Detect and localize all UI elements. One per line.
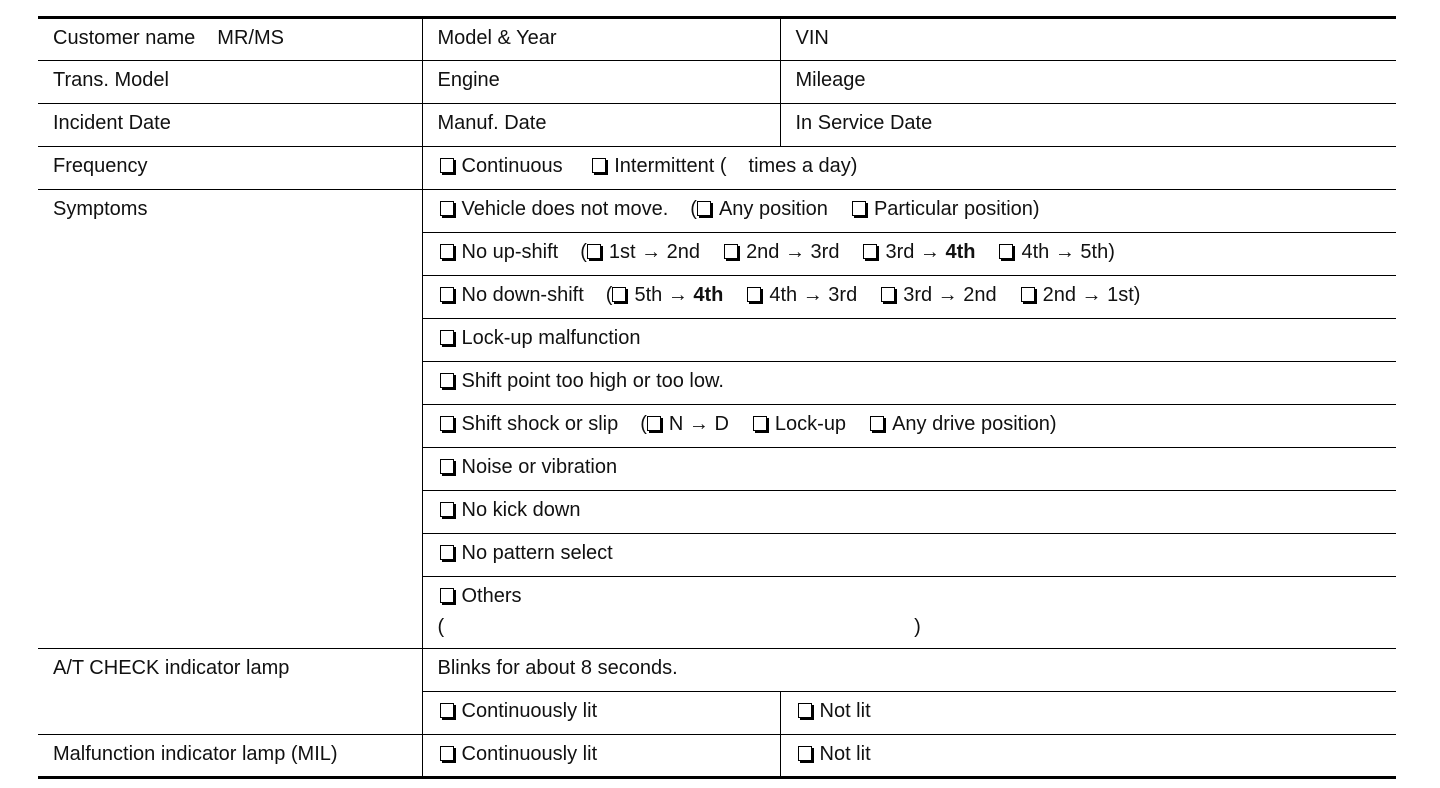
downshift-2-1-checkbox[interactable] [1021,287,1035,302]
table-row [38,649,1396,692]
manuf-date-cell[interactable] [422,104,780,147]
engine-label: Engine [437,69,500,91]
others-checkbox[interactable] [440,588,454,603]
vin-cell[interactable] [780,18,1396,61]
symptom-noise [422,448,1396,491]
noise-checkbox[interactable] [440,459,454,474]
paren-open: ( [640,413,647,435]
symptom-shift-shock [422,405,1396,448]
at-check-not-lit [780,692,1396,735]
no-upshift-checkbox[interactable] [440,244,454,259]
title-prefix-label: MR/MS [217,27,284,49]
symptom-kickdown [422,491,1396,534]
others-input-line[interactable] [438,616,1397,639]
upshift-4-5-checkbox[interactable] [999,244,1013,259]
upshift-1-2-checkbox[interactable] [587,244,601,259]
no-downshift-label: No down-shift [461,284,584,306]
mil-not-lit [780,735,1396,778]
shift-shock-label: Shift shock or slip [461,413,619,435]
upshift-3-4-label: 3rd → [885,241,946,263]
kickdown-label: No kick down [461,499,581,521]
symptom-no-upshift [422,233,1396,276]
mil-not-lit-label: Not lit [819,743,871,765]
intermittent-label: Intermittent ( [614,155,727,177]
table-row [38,190,1396,233]
frequency-options [422,147,1396,190]
blinks-label: Blinks for about 8 seconds. [437,657,678,679]
shift-point-label: Shift point too high or too low. [461,370,724,392]
model-year-label: Model & Year [437,27,557,49]
continuous-label: Continuous [461,155,563,177]
any-drive-position-checkbox[interactable] [870,416,884,431]
manuf-date-label: Manuf. Date [437,112,547,134]
times-a-day-label: times a day) [748,155,858,177]
in-service-date-cell[interactable] [780,104,1396,147]
symptom-lockup [422,319,1396,362]
lockup-malfunction-label: Lock-up malfunction [461,327,641,349]
downshift-5-4-label: 5th → [634,284,694,306]
symptom-pattern [422,534,1396,577]
model-year-cell[interactable] [422,18,780,61]
particular-position-checkbox[interactable] [852,201,866,216]
at-check-blinks [422,649,1396,692]
at-check-not-lit-checkbox[interactable] [798,703,812,718]
symptom-others [422,577,1396,649]
upshift-2-3-checkbox[interactable] [724,244,738,259]
mil-not-lit-checkbox[interactable] [798,746,812,761]
downshift-4-3-checkbox[interactable] [747,287,761,302]
downshift-2-1-label: 2nd → 1st) [1042,284,1141,306]
lockup-malfunction-checkbox[interactable] [440,330,454,345]
mileage-cell[interactable] [780,61,1396,104]
intermittent-checkbox[interactable] [592,158,606,173]
any-position-label: Any position [718,198,828,220]
symptoms-label: Symptoms [38,190,422,649]
upshift-3-4-target: 4th [945,241,976,263]
shift-shock-checkbox[interactable] [440,416,454,431]
downshift-5-4-target: 4th [693,284,724,306]
others-paren-close: ) [914,616,921,638]
incident-date-label: Incident Date [53,112,171,134]
at-check-not-lit-label: Not lit [819,700,871,722]
customer-name-label: Customer name [53,27,196,49]
noise-label: Noise or vibration [461,456,618,478]
downshift-3-2-checkbox[interactable] [881,287,895,302]
at-check-continuously-lit-label: Continuously lit [461,700,598,722]
no-downshift-checkbox[interactable] [440,287,454,302]
others-paren-open: ( [437,616,445,638]
paren-open: ( [690,198,697,220]
worksheet-table [38,16,1396,779]
at-check-continuously-lit [422,692,780,735]
no-move-checkbox[interactable] [440,201,454,216]
paren-open: ( [580,241,587,263]
table-row [38,18,1396,61]
upshift-1-2-label: 1st → 2nd [608,241,701,263]
symptom-shift-point [422,362,1396,405]
table-row [38,147,1396,190]
paren-open: ( [605,284,613,306]
mil-label: Malfunction indicator lamp (MIL) [38,735,422,778]
mileage-label: Mileage [795,69,866,91]
upshift-2-3-label: 2nd → 3rd [746,241,840,263]
mil-continuously-lit-label: Continuously lit [461,743,598,765]
n-to-d-label: N → D [668,413,729,435]
at-check-label: A/T CHECK indicator lamp [38,649,422,735]
frequency-label: Frequency [38,147,422,190]
others-label: Others [461,585,522,607]
no-upshift-label: No up-shift [461,241,559,263]
in-service-date-label: In Service Date [795,112,933,134]
lockup-label: Lock-up [774,413,847,435]
downshift-5-4-checkbox[interactable] [612,287,626,302]
any-position-checkbox[interactable] [697,201,711,216]
symptom-no-move [422,190,1396,233]
table-row [38,735,1396,778]
downshift-4-3-label: 4th → 3rd [769,284,858,306]
customer-name-cell[interactable] [38,18,422,61]
trans-model-label: Trans. Model [53,69,169,91]
trans-model-cell[interactable] [38,61,422,104]
at-check-continuously-lit-checkbox[interactable] [440,703,454,718]
any-drive-position-label: Any drive position) [892,413,1057,435]
mil-continuously-lit-checkbox[interactable] [440,746,454,761]
vin-label: VIN [795,27,829,49]
incident-date-cell[interactable] [38,104,422,147]
kickdown-checkbox[interactable] [440,502,454,517]
continuous-checkbox[interactable] [440,158,454,173]
mil-continuously-lit [422,735,780,778]
table-row [38,61,1396,104]
engine-cell[interactable] [422,61,780,104]
lockup-checkbox[interactable] [753,416,767,431]
shift-point-checkbox[interactable] [440,373,454,388]
pattern-select-label: No pattern select [461,542,613,564]
pattern-select-checkbox[interactable] [440,545,454,560]
symptom-no-downshift [422,276,1396,319]
diagnostic-worksheet [38,16,1396,779]
particular-position-label: Particular position) [873,198,1040,220]
downshift-3-2-label: 3rd → 2nd [903,284,997,306]
n-to-d-checkbox[interactable] [647,416,661,431]
table-row [38,104,1396,147]
upshift-3-4-checkbox[interactable] [863,244,877,259]
no-move-label: Vehicle does not move. [461,198,669,220]
upshift-4-5-label: 4th → 5th) [1021,241,1115,263]
